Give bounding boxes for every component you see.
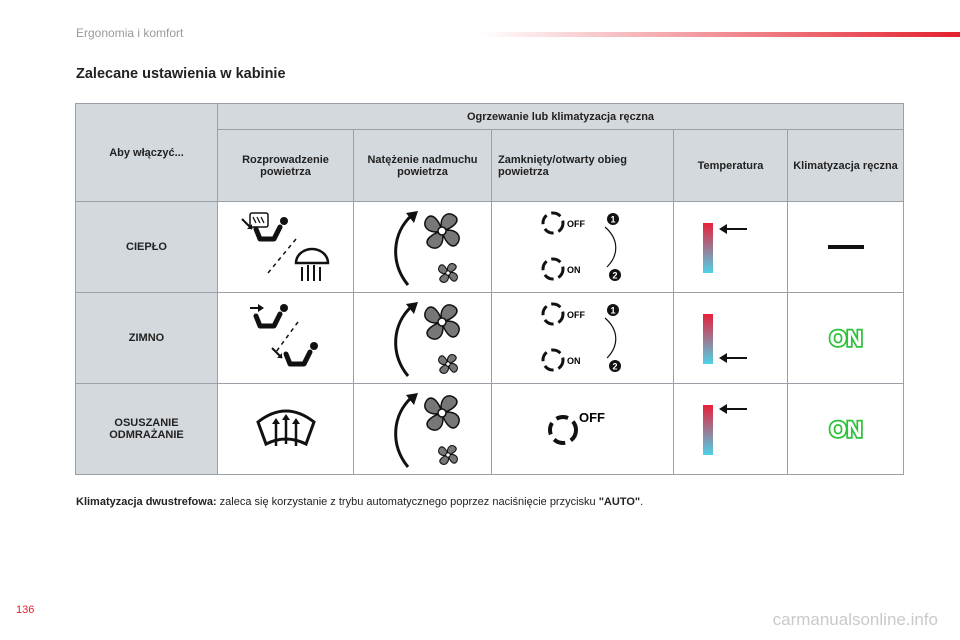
- fan-speed-icon: [354, 202, 492, 293]
- recirculation-icon: [492, 293, 674, 384]
- recirc-on-label: ON: [566, 265, 580, 275]
- page-number: 136: [16, 604, 35, 616]
- header-stripe: [480, 32, 960, 37]
- fan-speed-icon: [354, 384, 492, 475]
- row-label: OSUSZANIE ODMRAŻANIE: [76, 384, 218, 475]
- row-label: ZIMNO: [76, 293, 218, 384]
- row-label: CIEPŁO: [76, 202, 218, 293]
- temperature-hot-icon: [674, 202, 788, 293]
- ac-status: [788, 384, 904, 475]
- column-header-recirculation: Zamknięty/otwarty obieg powietrza: [492, 130, 674, 202]
- footnote-bold: Klimatyzacja dwustrefowa:: [76, 496, 217, 508]
- ac-status: [788, 202, 904, 293]
- fan-speed-icon: [354, 293, 492, 384]
- footnote-end: .: [640, 496, 644, 508]
- air-distribution-feet-defrost-icon: [218, 202, 354, 293]
- temperature-cold-icon: [674, 293, 788, 384]
- step-two-label: 2: [612, 270, 618, 281]
- column-header-fan: Natężenie nadmuchu powietrza: [354, 130, 492, 202]
- table-row: [76, 293, 904, 384]
- footnote-auto: "AUTO": [598, 496, 641, 508]
- step-one-label: 1: [610, 305, 616, 316]
- temperature-hot-icon: [674, 384, 788, 475]
- group-header: Ogrzewanie lub klimatyzacja ręczna: [218, 104, 904, 130]
- watermark: carmanualsonline.info: [772, 610, 938, 629]
- recirc-off-label: OFF: [578, 410, 605, 425]
- corner-label: Aby włączyć...: [76, 104, 218, 202]
- table-row: [76, 202, 904, 293]
- recirculation-icon: [492, 384, 674, 475]
- section-header: Ergonomia i komfort: [76, 26, 184, 40]
- settings-table: [75, 103, 904, 475]
- footnote: [76, 496, 643, 508]
- column-header-temperature: Temperatura: [674, 130, 788, 202]
- column-header-distribution: Rozprowadzenie powietrza: [218, 130, 354, 202]
- recirc-off-label: OFF: [566, 310, 585, 320]
- step-one-label: 1: [610, 214, 616, 225]
- table-row: [76, 384, 904, 475]
- ac-status: [788, 293, 904, 384]
- ac-on-label: ON: [829, 326, 863, 351]
- step-two-label: 2: [612, 361, 618, 372]
- recirc-off-label: OFF: [566, 219, 585, 229]
- column-header-ac: Klimatyzacja ręczna: [788, 130, 904, 202]
- air-distribution-face-feet-icon: [218, 293, 354, 384]
- page-title: Zalecane ustawienia w kabinie: [76, 66, 286, 82]
- recirc-on-label: ON: [566, 356, 580, 366]
- recirculation-icon: [492, 202, 674, 293]
- footnote-text: zaleca się korzystanie z trybu automatycznego poprzez naciśnięcie przycisku: [216, 496, 599, 508]
- windscreen-defrost-icon: [218, 384, 354, 475]
- ac-on-label: ON: [829, 417, 863, 442]
